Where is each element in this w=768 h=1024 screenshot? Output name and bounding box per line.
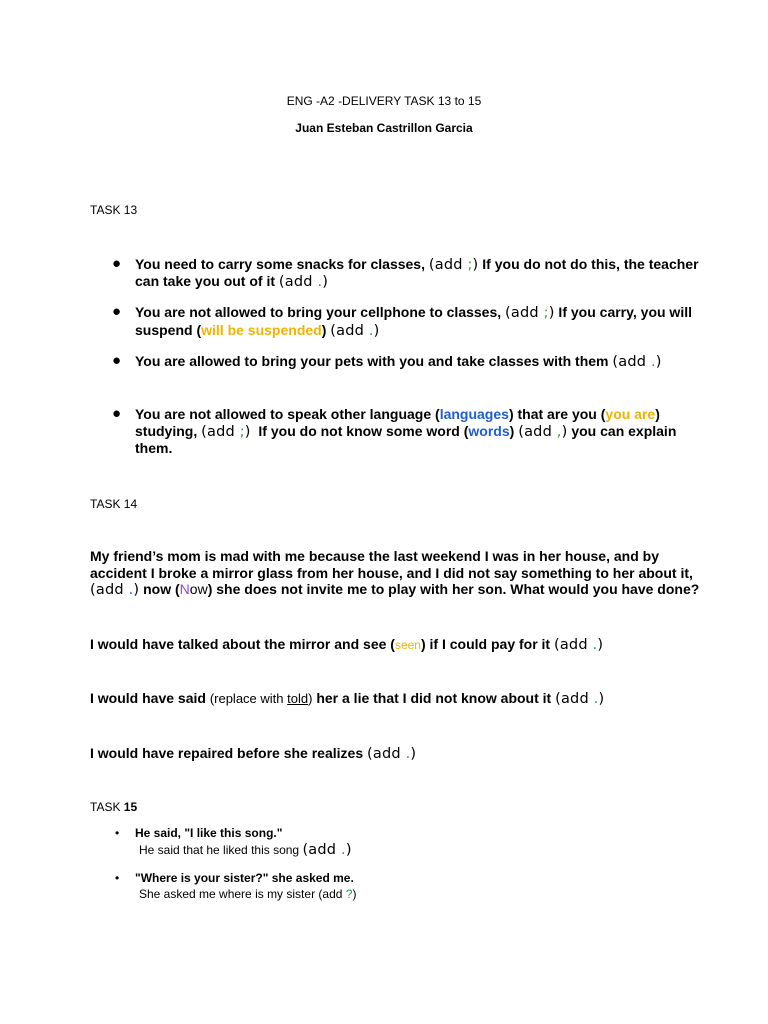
task14-answer-1: I would have talked about the mirror and see (seen) if I could pay for it (add .) [90,636,604,653]
correction-punctuation: . [341,842,346,858]
document-title: ENG -A2 -DELIVERY TASK 13 to 15 [286,94,482,108]
correction-punctuation: . [128,582,134,598]
task-13-label: TASK 13 [90,203,138,217]
correction-punctuation: ; [239,424,245,440]
correction-word: you are [605,406,656,422]
correction-word: languages [439,406,509,422]
task14-answer-2: I would have said (replace with told) her a lie that I did not know about it (add .) [90,690,605,707]
task14-paragraph-line2: accident I broke a mirror glass from her house, and I did not say something to her about it, [90,565,693,581]
task13-item3-line1: You are allowed to bring your pets with you and take classes with them (add .) [135,353,662,370]
task13-item1-line1: You need to carry some snacks for classes, (add ;) If you do not do this, the teacher [135,256,699,273]
correction-word: seen [394,638,421,652]
bullet-icon: ● [112,255,122,272]
task13-item4-line2: studying, (add ;) If you do not know some word (words) (add ,) you can explain [135,423,677,440]
task13-item4-line3: them. [135,440,173,456]
task14-paragraph-line3: (add .) now (Now) she does not invite me to play with her son. What would you have done? [90,581,700,598]
correction-punctuation: ? [345,887,353,901]
task13-item2-line2: suspend (will be suspended) (add .) [135,322,380,339]
task14-answer-3: I would have repaired before she realizes (add .) [90,745,417,762]
correction-word: words [468,423,510,439]
task13-item2-line1: You are not allowed to bring your cellphone to classes, (add ;) If you carry, you will [135,304,692,321]
task15-item1-answer: He said that he liked this song (add .) [139,842,352,858]
task-15-label: TASK 15 [90,800,138,814]
task-14-label: TASK 14 [90,497,138,511]
correction-punctuation: . [405,746,411,762]
correction-punctuation: . [317,274,323,290]
bullet-icon: • [115,871,120,885]
task13-item4-line1: You are not allowed to speak other language (languages) that are you (you are) [135,406,660,422]
correction-punctuation: ; [467,257,473,273]
correction-punctuation: . [650,354,656,370]
task15-item1-quote: He said, "I like this song." [135,826,283,840]
correction-punctuation: . [592,637,598,653]
correction-word: told [287,691,309,706]
correction-punctuation: . [593,691,599,707]
task15-item2-quote: "Where is your sister?" she asked me. [135,871,354,885]
bullet-icon: ● [112,405,122,422]
task14-paragraph-line1: My friend’s mom is mad with me because the last weekend I was in her house, and by [90,548,659,564]
correction-punctuation: , [556,424,562,440]
bullet-icon: ● [112,352,122,369]
bullet-icon: ● [112,303,122,320]
task13-item1-line2: can take you out of it (add .) [135,273,329,290]
correction-word: will be suspended [201,322,322,338]
bullet-icon: • [115,826,120,840]
task15-item2-answer: She asked me where is my sister (add ?) [139,887,357,901]
author-name: Juan Esteban Castrillon Garcia [295,121,473,135]
correction-punctuation: . [368,323,374,339]
correction-punctuation: ; [543,305,549,321]
correction-letter: N [179,581,190,597]
